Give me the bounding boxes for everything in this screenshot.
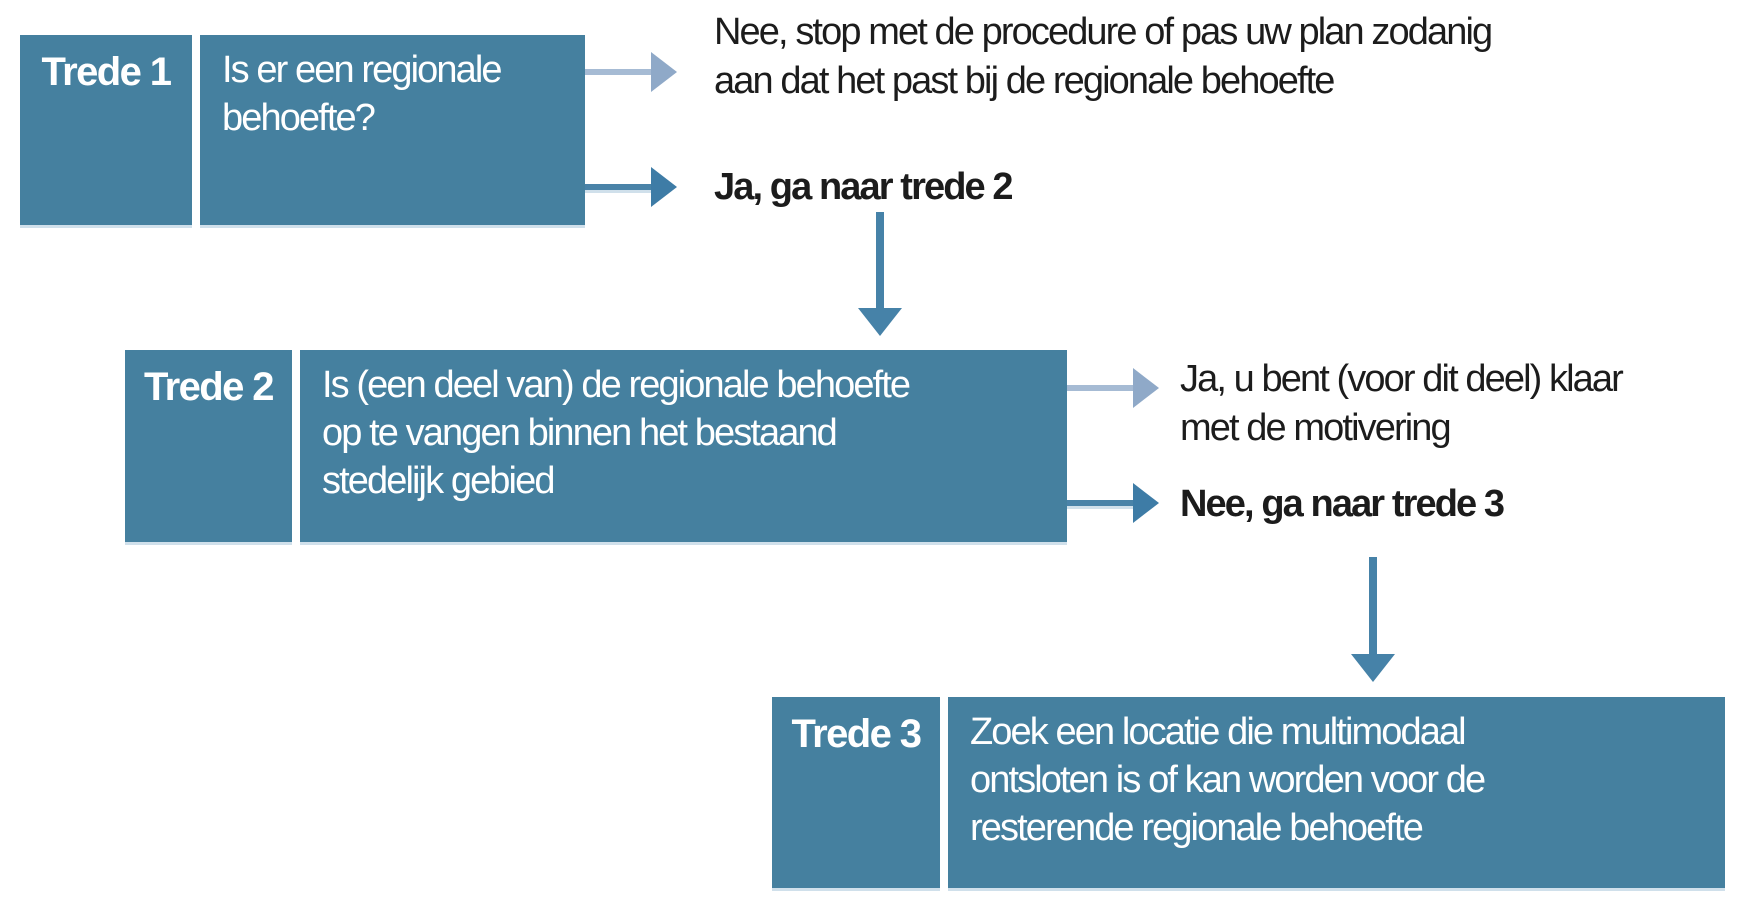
trede1-question-line-1: Is er een regionale	[222, 49, 501, 91]
trede1-question-box	[200, 35, 585, 225]
trede3-instruction-box	[948, 697, 1725, 888]
trede2-to-trede3-arrow-icon	[1351, 557, 1395, 682]
trede2-no-text-line-1: Nee, ga naar trede 3	[1180, 483, 1504, 525]
trede2-question-line-1: Is (een deel van) de regionale behoefte	[322, 364, 910, 406]
trede2-question-box	[300, 350, 1067, 542]
trede2-label: Trede 2	[144, 365, 273, 409]
trede3-label: Trede 3	[791, 712, 921, 756]
trede1-yes-text	[714, 163, 1012, 212]
trede2-yes-arrow-icon	[1067, 368, 1159, 408]
trede1-label-box	[20, 35, 192, 225]
trede3-instruction-line-3: resterende regionale behoefte	[970, 807, 1422, 849]
trede1-no-arrow-icon	[585, 52, 677, 92]
trede2-yes-text-line-1: Ja, u bent (voor dit deel) klaar	[1180, 358, 1622, 400]
trede2-question-line-3: stedelijk gebied	[322, 460, 554, 502]
trede2-question-line-2: op te vangen binnen het bestaand	[322, 412, 836, 454]
arrow-head	[1351, 654, 1395, 682]
trede1-no-text	[714, 8, 1491, 106]
arrow-head	[1133, 483, 1159, 523]
arrow-head	[858, 308, 902, 336]
trede1-no-text-line-2: aan dat het past bij de regionale behoefte	[714, 60, 1334, 102]
trede1-no-text-line-1: Nee, stop met de procedure of pas uw plan zodanig	[714, 11, 1492, 53]
arrow-shaft	[1369, 557, 1377, 654]
arrow-head	[651, 52, 677, 92]
trede2-yes-text-line-2: met de motivering	[1180, 407, 1450, 449]
arrow-shaft	[1067, 500, 1133, 506]
trede2-no-arrow-icon	[1067, 483, 1159, 523]
trede1-yes-text-line-1: Ja, ga naar trede 2	[714, 166, 1012, 208]
arrow-shaft	[585, 69, 651, 75]
trede3-instruction-line-2: ontsloten is of kan worden voor de	[970, 759, 1485, 801]
arrow-head	[1133, 368, 1159, 408]
trede1-question-line-2: behoefte?	[222, 97, 374, 139]
trede2-label-box	[125, 350, 292, 542]
arrow-shaft	[1067, 385, 1133, 391]
trede3-instruction-line-1: Zoek een locatie die multimodaal	[970, 711, 1465, 753]
arrow-shaft	[585, 184, 651, 190]
arrow-shaft	[876, 212, 884, 308]
trede2-no-text	[1180, 480, 1503, 529]
trede1-label: Trede 1	[41, 50, 171, 94]
trede3-label-box	[772, 697, 940, 888]
arrow-head	[651, 167, 677, 207]
trede1-yes-arrow-icon	[585, 167, 677, 207]
trede2-yes-text	[1180, 355, 1622, 453]
